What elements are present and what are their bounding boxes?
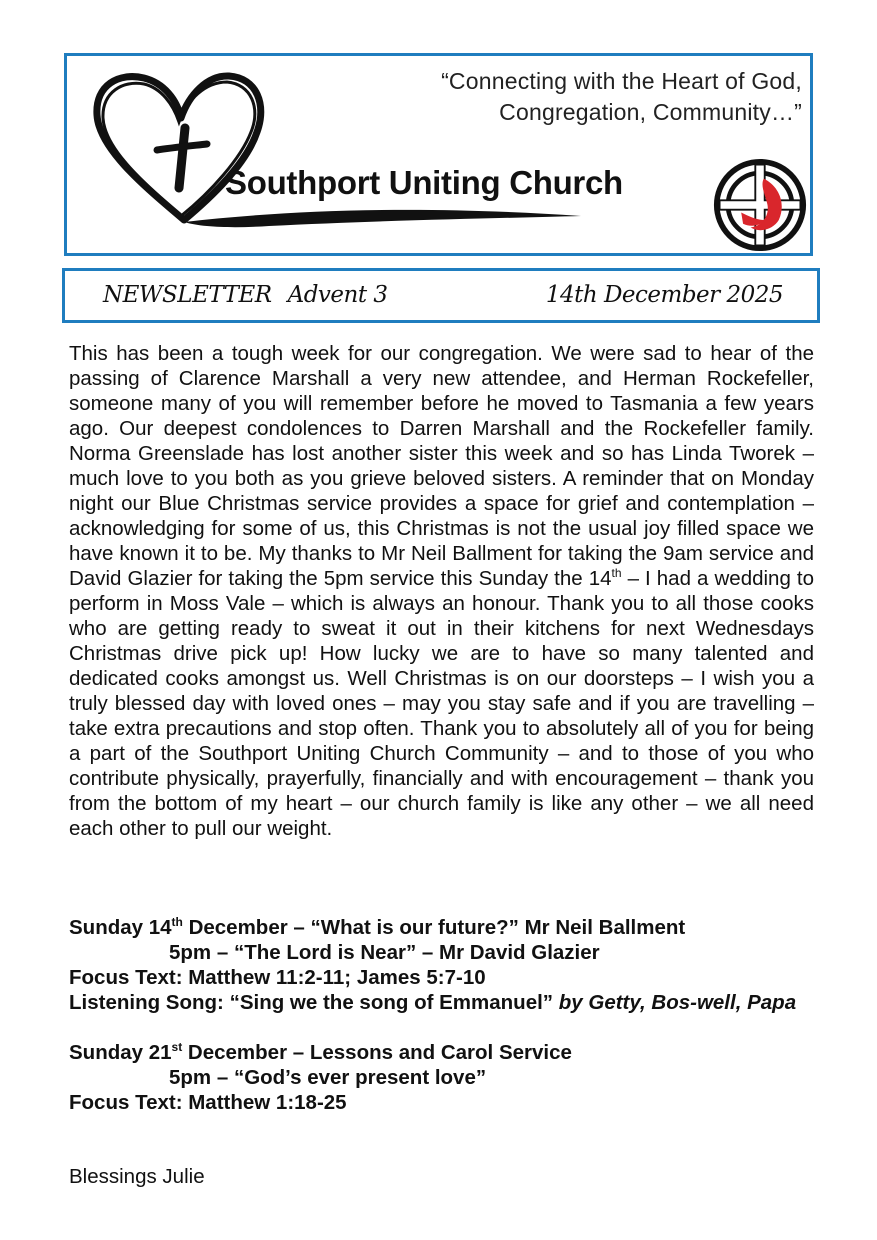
service-1-heading: Sunday 14th December – “What is our future?” Mr Neil Ballment — [69, 915, 686, 939]
letter-part-1: This has been a tough week for our congregation. We were sad to hear of the passing of Clarence Marshall a very new attendee, and Herman Rockefeller, someone many of you will remember before he moved to Tasmania a few years ago. Our deepest condolences to Darren Marshall and the Rockefeller family. Norma Greenslade has lost another sister this week and so has Linda Tworek – much love to you both as you grieve beloved sisters. A reminder that on Monday night our Blue Christmas service provides a space for grief and contemplation – acknowledging for some of us, this Christmas is not the usual joy filled space we have known it to be. My thanks to Mr Neil Ballment for taking the 9am service and David Glazier for taking the 5pm service this Sunday the 14 — [69, 342, 814, 590]
newsletter-banner — [62, 268, 820, 323]
church-name: Southport Uniting Church — [225, 164, 623, 201]
service-1-listening-song: Listening Song: “Sing we the song of Emmanuel” by Getty, Bos-well, Papa — [69, 991, 797, 1014]
season-label: Advent 3 — [287, 282, 388, 308]
service-2-evening: 5pm – “God’s ever present love” — [169, 1066, 487, 1089]
service-2-focus-text: Focus Text: Matthew 1:18-25 — [69, 1091, 347, 1114]
tagline — [441, 66, 802, 128]
uniting-church-emblem-icon — [713, 158, 807, 252]
newsletter-label: NEWSLETTER — [103, 282, 272, 308]
letter-superscript: th — [611, 566, 622, 581]
signoff: Blessings Julie — [69, 1165, 205, 1188]
newsletter-date: 14th December 2025 — [545, 282, 783, 308]
service-1-evening: 5pm – “The Lord is Near” – Mr David Glazier — [169, 941, 600, 964]
service-1-focus-text: Focus Text: Matthew 11:2-11; James 5:7-10 — [69, 966, 486, 989]
tagline-line-2: Congregation, Community…” — [499, 99, 802, 125]
service-2-heading: Sunday 21st December – Lessons and Carol Service — [69, 1040, 572, 1064]
letter-part-2: – I had a wedding to perform in Moss Vale – which is always an honour. Thank you to all those cooks who are getting ready to sweat it out in their kitchens for next Wednesdays Christmas drive pick up! How lucky we are to have so many talented and dedicated cooks amongst us. Well Christmas is on our doorsteps – I wish you a truly blessed day with loved ones – may you stay safe and if you are travelling – take extra precautions and stop often. Thank you to absolutely all of you for being a part of the Southport Uniting Church Community – and to those of you who contribute physically, prayerfully, financially and with encouragement – thank you from the bottom of my heart – our church family is like any other – we all need each other to pull our weight. — [69, 567, 814, 840]
tagline-line-1: “Connecting with the Heart of God, — [441, 68, 802, 94]
pastoral-letter — [69, 341, 814, 841]
service-schedule — [69, 915, 814, 1115]
header-box — [64, 53, 813, 256]
